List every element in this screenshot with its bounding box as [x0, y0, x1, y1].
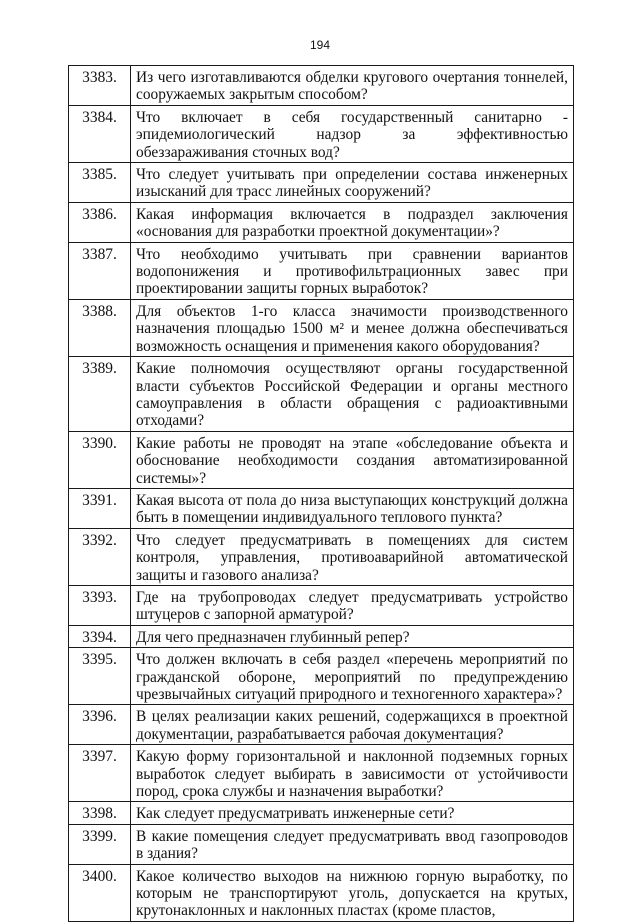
table-row: [69, 528, 574, 585]
question-number: 3386.: [69, 202, 131, 242]
table-row: [69, 802, 574, 824]
table-row: [69, 488, 574, 528]
question-text: Какое количество выходов на нижнюю горную выработку, по которым не транспортируют уголь, допускается на крутых, крутонаклонных и наклонных пластах (кроме пластов,: [131, 864, 574, 921]
question-text: Что необходимо учитывать при сравнении вариантов водопонижения и противофильтрационных завес при проектировании защиты горных выработок?: [131, 242, 574, 299]
scan-mark: [312, 893, 326, 897]
question-number: 3387.: [69, 242, 131, 299]
table-row: [69, 242, 574, 299]
question-text: Как следует предусматривать инженерные сети?: [131, 802, 574, 824]
table-row: [69, 745, 574, 802]
page-number: 194: [309, 38, 331, 52]
question-number: 3399.: [69, 824, 131, 864]
question-number: 3400.: [69, 864, 131, 921]
question-number: 3398.: [69, 802, 131, 824]
question-number: 3392.: [69, 528, 131, 585]
table-row: [69, 299, 574, 356]
question-text: Из чего изготавливаются обделки кругового очертания тоннелей, сооружаемых закрытым способом?: [131, 66, 574, 106]
question-text: Что должен включать в себя раздел «перечень мероприятий по гражданской обороне, мероприятий по предупреждению чрезвычайных ситуаций природного и техногенного характера»?: [131, 648, 574, 705]
questions-table: [68, 65, 574, 922]
question-text: Какую форму горизонтальной и наклонной подземных горных выработок следует выбирать в зависимости от устойчивости пород, срока службы и назначения выработки?: [131, 745, 574, 802]
question-number: 3383.: [69, 66, 131, 106]
table-row: [69, 705, 574, 745]
table-row: [69, 357, 574, 432]
question-text: Что следует предусматривать в помещениях для систем контроля, управления, противоаварийной автоматической защиты и газового анализа?: [131, 528, 574, 585]
question-text: В какие помещения следует предусматривать ввод газопроводов в здания?: [131, 824, 574, 864]
question-text: Что включает в себя государственный санитарно - эпидемиологический надзор за эффективностью обеззараживания сточных вод?: [131, 105, 574, 162]
table-row: [69, 625, 574, 647]
table-row: [69, 431, 574, 488]
question-number: 3384.: [69, 105, 131, 162]
question-number: 3391.: [69, 488, 131, 528]
table-row: [69, 202, 574, 242]
question-text: Какие полномочия осуществляют органы государственной власти субъектов Российской Федерации и органы местного самоуправления в области обращения с радиоактивными отходами?: [131, 357, 574, 432]
question-text: Какая высота от пола до низа выступающих конструкций должна быть в помещении индивидуального теплового пункта?: [131, 488, 574, 528]
question-number: 3396.: [69, 705, 131, 745]
table-row: [69, 824, 574, 864]
table-row: [69, 648, 574, 705]
question-text: Где на трубопроводах следует предусматривать устройство штуцеров с запорной арматурой?: [131, 585, 574, 625]
question-text: Для чего предназначен глубинный репер?: [131, 625, 574, 647]
question-text: Какая информация включается в подраздел заключения «основания для разработки проектной документации»?: [131, 202, 574, 242]
question-text: Что следует учитывать при определении состава инженерных изысканий для трасс линейных сооружений?: [131, 163, 574, 203]
question-text: Какие работы не проводят на этапе «обследование объекта и обоснование необходимости создания автоматизированной системы»?: [131, 431, 574, 488]
table-row: [69, 105, 574, 162]
question-number: 3389.: [69, 357, 131, 432]
question-number: 3385.: [69, 163, 131, 203]
question-number: 3390.: [69, 431, 131, 488]
question-number: 3395.: [69, 648, 131, 705]
question-number: 3388.: [69, 299, 131, 356]
question-text: В целях реализации каких решений, содержащихся в проектной документации, разрабатывается рабочая документация?: [131, 705, 574, 745]
question-number: 3394.: [69, 625, 131, 647]
question-number: 3397.: [69, 745, 131, 802]
table-row: [69, 66, 574, 106]
table-row: [69, 163, 574, 203]
question-text: Для объектов 1-го класса значимости производственного назначения площадью 1500 м² и менее должна обеспечиваться возможность оснащения и применения какого оборудования?: [131, 299, 574, 356]
table-row: [69, 585, 574, 625]
question-number: 3393.: [69, 585, 131, 625]
